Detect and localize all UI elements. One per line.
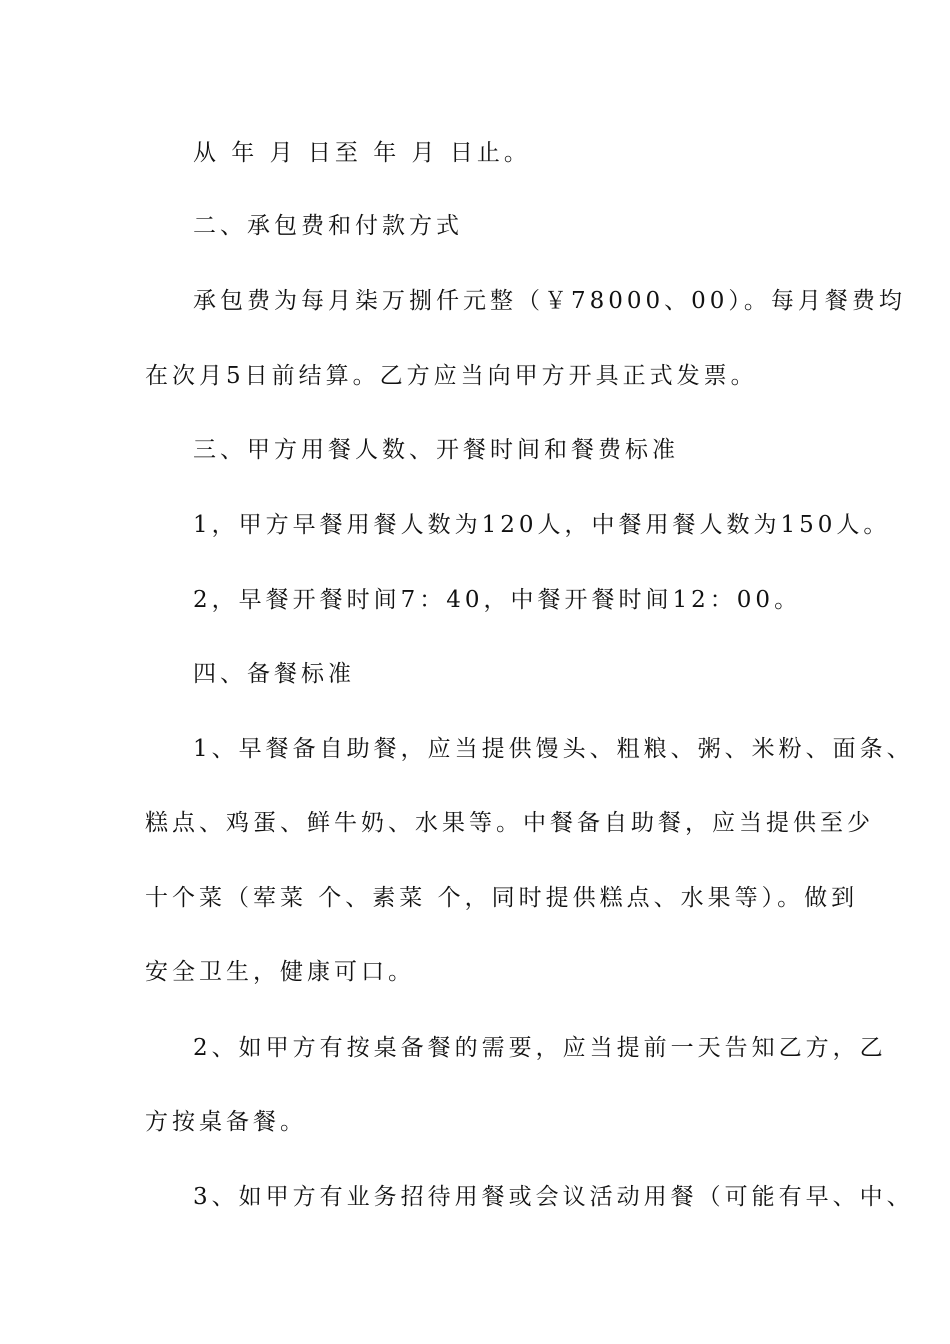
contract-period-line: 从 年 月 日至 年 月 日止。 [193, 140, 531, 166]
paragraph-line: 糕点、鸡蛋、鲜牛奶、水果等。中餐备自助餐，应当提供至少 [145, 810, 874, 836]
paragraph-line: 2、如甲方有按桌备餐的需要，应当提前一天告知乙方，乙 [193, 1035, 887, 1061]
paragraph-line: 1、早餐备自助餐，应当提供馒头、粗粮、粥、米粉、面条、 [193, 736, 914, 762]
paragraph-line: 方按桌备餐。 [145, 1109, 307, 1135]
paragraph-line: 安全卫生，健康可口。 [145, 959, 415, 985]
paragraph-line: 1，甲方早餐用餐人数为120人，中餐用餐人数为150人。 [193, 512, 891, 538]
paragraph-line: 在次月5日前结算。乙方应当向甲方开具正式发票。 [145, 363, 758, 389]
paragraph-line: 承包费为每月柒万捌仟元整（￥78000、00）。每月餐费均 [193, 288, 906, 314]
section-heading-diners-schedule: 三、甲方用餐人数、开餐时间和餐费标准 [193, 437, 679, 463]
section-heading-fee-payment: 二、承包费和付款方式 [193, 213, 463, 239]
paragraph-line: 十个菜（荤菜 个、素菜 个，同时提供糕点、水果等）。做到 [145, 885, 859, 911]
paragraph-line: 3、如甲方有业务招待用餐或会议活动用餐（可能有早、中、 [193, 1184, 914, 1210]
section-heading-meal-standard: 四、备餐标准 [193, 661, 355, 687]
paragraph-line: 2，早餐开餐时间7：40，中餐开餐时间12：00。 [193, 587, 802, 613]
